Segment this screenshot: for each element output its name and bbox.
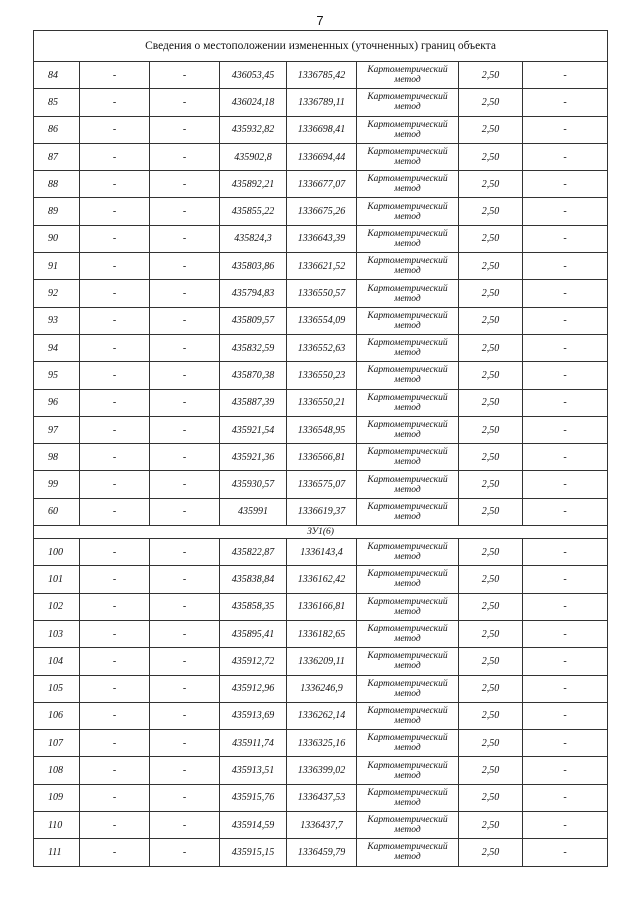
dash-cell: -: [80, 225, 150, 252]
accuracy-cell: 2,50: [459, 116, 523, 143]
method-cell: Картометрический метод: [357, 566, 459, 593]
dash-cell: -: [80, 702, 150, 729]
boundary-table: [33, 30, 608, 867]
dash-cell: -: [523, 498, 608, 525]
x-coordinate-cell: 435913,51: [220, 757, 287, 784]
y-coordinate-cell: 1336399,02: [287, 757, 357, 784]
table-row: [34, 416, 608, 443]
x-coordinate-cell: 435912,72: [220, 648, 287, 675]
x-coordinate-cell: 435902,8: [220, 143, 287, 170]
dash-cell: -: [150, 784, 220, 811]
dash-cell: -: [150, 198, 220, 225]
dash-cell: -: [80, 89, 150, 116]
dash-cell: -: [523, 89, 608, 116]
dash-cell: -: [523, 839, 608, 866]
y-coordinate-cell: 1336550,21: [287, 389, 357, 416]
point-number-cell: 89: [34, 198, 80, 225]
y-coordinate-cell: 1336621,52: [287, 253, 357, 280]
x-coordinate-cell: 435895,41: [220, 620, 287, 647]
table-row: [34, 471, 608, 498]
accuracy-cell: 2,50: [459, 389, 523, 416]
dash-cell: -: [150, 471, 220, 498]
method-cell: Картометрический метод: [357, 757, 459, 784]
table-row: [34, 89, 608, 116]
accuracy-cell: 2,50: [459, 812, 523, 839]
point-number-cell: 97: [34, 416, 80, 443]
point-number-cell: 100: [34, 539, 80, 566]
table-row: [34, 116, 608, 143]
accuracy-cell: 2,50: [459, 648, 523, 675]
method-cell: Картометрический метод: [357, 702, 459, 729]
accuracy-cell: 2,50: [459, 498, 523, 525]
dash-cell: -: [80, 416, 150, 443]
dash-cell: -: [150, 280, 220, 307]
dash-cell: -: [80, 362, 150, 389]
dash-cell: -: [523, 171, 608, 198]
method-cell: Картометрический метод: [357, 198, 459, 225]
dash-cell: -: [150, 253, 220, 280]
dash-cell: -: [80, 280, 150, 307]
method-cell: Картометрический метод: [357, 620, 459, 647]
accuracy-cell: 2,50: [459, 171, 523, 198]
method-cell: Картометрический метод: [357, 444, 459, 471]
method-cell: Картометрический метод: [357, 471, 459, 498]
method-cell: Картометрический метод: [357, 498, 459, 525]
accuracy-cell: 2,50: [459, 471, 523, 498]
point-number-cell: 90: [34, 225, 80, 252]
dash-cell: -: [80, 62, 150, 89]
accuracy-cell: 2,50: [459, 334, 523, 361]
dash-cell: -: [150, 171, 220, 198]
x-coordinate-cell: 435824,3: [220, 225, 287, 252]
dash-cell: -: [150, 539, 220, 566]
dash-cell: -: [80, 784, 150, 811]
accuracy-cell: 2,50: [459, 280, 523, 307]
dash-cell: -: [523, 253, 608, 280]
x-coordinate-cell: 435921,36: [220, 444, 287, 471]
point-number-cell: 103: [34, 620, 80, 647]
dash-cell: -: [80, 171, 150, 198]
x-coordinate-cell: 435991: [220, 498, 287, 525]
point-number-cell: 101: [34, 566, 80, 593]
method-cell: Картометрический метод: [357, 253, 459, 280]
dash-cell: -: [150, 812, 220, 839]
y-coordinate-cell: 1336209,11: [287, 648, 357, 675]
dash-cell: -: [150, 730, 220, 757]
point-number-cell: 99: [34, 471, 80, 498]
y-coordinate-cell: 1336459,79: [287, 839, 357, 866]
point-number-cell: 91: [34, 253, 80, 280]
dash-cell: -: [523, 198, 608, 225]
point-number-cell: 107: [34, 730, 80, 757]
table-row: [34, 675, 608, 702]
dash-cell: -: [150, 593, 220, 620]
dash-cell: -: [523, 702, 608, 729]
method-cell: Картометрический метод: [357, 362, 459, 389]
method-cell: Картометрический метод: [357, 675, 459, 702]
table-title: Сведения о местоположении измененных (уточненных) границ объекта: [34, 31, 608, 62]
accuracy-cell: 2,50: [459, 566, 523, 593]
dash-cell: -: [523, 225, 608, 252]
x-coordinate-cell: 435803,86: [220, 253, 287, 280]
dash-cell: -: [150, 620, 220, 647]
method-cell: Картометрический метод: [357, 89, 459, 116]
method-cell: Картометрический метод: [357, 648, 459, 675]
point-number-cell: 85: [34, 89, 80, 116]
dash-cell: -: [523, 730, 608, 757]
dash-cell: -: [150, 62, 220, 89]
dash-cell: -: [150, 89, 220, 116]
dash-cell: -: [150, 757, 220, 784]
method-cell: Картометрический метод: [357, 416, 459, 443]
point-number-cell: 111: [34, 839, 80, 866]
dash-cell: -: [523, 812, 608, 839]
y-coordinate-cell: 1336143,4: [287, 539, 357, 566]
dash-cell: -: [80, 198, 150, 225]
dash-cell: -: [523, 620, 608, 647]
point-number-cell: 109: [34, 784, 80, 811]
x-coordinate-cell: 435838,84: [220, 566, 287, 593]
point-number-cell: 94: [34, 334, 80, 361]
method-cell: Картометрический метод: [357, 307, 459, 334]
method-cell: Картометрический метод: [357, 839, 459, 866]
table-row: [34, 730, 608, 757]
dash-cell: -: [150, 416, 220, 443]
accuracy-cell: 2,50: [459, 89, 523, 116]
y-coordinate-cell: 1336550,23: [287, 362, 357, 389]
method-cell: Картометрический метод: [357, 225, 459, 252]
table-row: [34, 143, 608, 170]
dash-cell: -: [150, 839, 220, 866]
y-coordinate-cell: 1336182,65: [287, 620, 357, 647]
dash-cell: -: [150, 498, 220, 525]
table-row: [34, 648, 608, 675]
table-row: [34, 253, 608, 280]
dash-cell: -: [150, 143, 220, 170]
dash-cell: -: [80, 253, 150, 280]
dash-cell: -: [80, 757, 150, 784]
point-number-cell: 106: [34, 702, 80, 729]
point-number-cell: 102: [34, 593, 80, 620]
x-coordinate-cell: 435913,69: [220, 702, 287, 729]
dash-cell: -: [523, 416, 608, 443]
x-coordinate-cell: 435858,35: [220, 593, 287, 620]
y-coordinate-cell: 1336575,07: [287, 471, 357, 498]
dash-cell: -: [523, 648, 608, 675]
dash-cell: -: [523, 280, 608, 307]
y-coordinate-cell: 1336675,26: [287, 198, 357, 225]
point-number-cell: 60: [34, 498, 80, 525]
dash-cell: -: [523, 389, 608, 416]
table-row: [34, 784, 608, 811]
dash-cell: -: [150, 116, 220, 143]
method-cell: Картометрический метод: [357, 280, 459, 307]
accuracy-cell: 2,50: [459, 198, 523, 225]
dash-cell: -: [150, 566, 220, 593]
point-number-cell: 88: [34, 171, 80, 198]
dash-cell: -: [80, 471, 150, 498]
x-coordinate-cell: 435912,96: [220, 675, 287, 702]
x-coordinate-cell: 436053,45: [220, 62, 287, 89]
dash-cell: -: [523, 307, 608, 334]
dash-cell: -: [80, 334, 150, 361]
point-number-cell: 108: [34, 757, 80, 784]
x-coordinate-cell: 435930,57: [220, 471, 287, 498]
method-cell: Картометрический метод: [357, 171, 459, 198]
dash-cell: -: [523, 675, 608, 702]
accuracy-cell: 2,50: [459, 225, 523, 252]
table-title-row: [34, 31, 608, 62]
dash-cell: -: [80, 675, 150, 702]
method-cell: Картометрический метод: [357, 62, 459, 89]
point-number-cell: 96: [34, 389, 80, 416]
x-coordinate-cell: 435855,22: [220, 198, 287, 225]
y-coordinate-cell: 1336437,7: [287, 812, 357, 839]
x-coordinate-cell: 435870,38: [220, 362, 287, 389]
dash-cell: -: [150, 444, 220, 471]
dash-cell: -: [523, 62, 608, 89]
y-coordinate-cell: 1336550,57: [287, 280, 357, 307]
x-coordinate-cell: 436024,18: [220, 89, 287, 116]
dash-cell: -: [523, 539, 608, 566]
dash-cell: -: [150, 362, 220, 389]
table-row: [34, 198, 608, 225]
method-cell: Картометрический метод: [357, 593, 459, 620]
point-number-cell: 98: [34, 444, 80, 471]
method-cell: Картометрический метод: [357, 143, 459, 170]
accuracy-cell: 2,50: [459, 593, 523, 620]
table-row: [34, 757, 608, 784]
y-coordinate-cell: 1336246,9: [287, 675, 357, 702]
dash-cell: -: [80, 143, 150, 170]
accuracy-cell: 2,50: [459, 253, 523, 280]
dash-cell: -: [80, 593, 150, 620]
y-coordinate-cell: 1336789,11: [287, 89, 357, 116]
accuracy-cell: 2,50: [459, 143, 523, 170]
y-coordinate-cell: 1336677,07: [287, 171, 357, 198]
dash-cell: -: [523, 143, 608, 170]
dash-cell: -: [80, 116, 150, 143]
y-coordinate-cell: 1336325,16: [287, 730, 357, 757]
table-row: [34, 566, 608, 593]
table-row: [34, 593, 608, 620]
dash-cell: -: [80, 307, 150, 334]
accuracy-cell: 2,50: [459, 839, 523, 866]
dash-cell: -: [523, 784, 608, 811]
y-coordinate-cell: 1336643,39: [287, 225, 357, 252]
accuracy-cell: 2,50: [459, 416, 523, 443]
x-coordinate-cell: 435887,39: [220, 389, 287, 416]
dash-cell: -: [150, 307, 220, 334]
dash-cell: -: [523, 593, 608, 620]
dash-cell: -: [80, 539, 150, 566]
x-coordinate-cell: 435822,87: [220, 539, 287, 566]
dash-cell: -: [80, 444, 150, 471]
dash-cell: -: [523, 566, 608, 593]
dash-cell: -: [80, 648, 150, 675]
dash-cell: -: [150, 334, 220, 361]
accuracy-cell: 2,50: [459, 444, 523, 471]
x-coordinate-cell: 435915,15: [220, 839, 287, 866]
accuracy-cell: 2,50: [459, 757, 523, 784]
point-number-cell: 86: [34, 116, 80, 143]
point-number-cell: 93: [34, 307, 80, 334]
point-number-cell: 110: [34, 812, 80, 839]
y-coordinate-cell: 1336548,95: [287, 416, 357, 443]
accuracy-cell: 2,50: [459, 539, 523, 566]
method-cell: Картометрический метод: [357, 812, 459, 839]
x-coordinate-cell: 435915,76: [220, 784, 287, 811]
table-row: [34, 334, 608, 361]
dash-cell: -: [80, 566, 150, 593]
dash-cell: -: [80, 730, 150, 757]
section-label: ЗУ1(6): [34, 526, 608, 539]
section-row: [34, 526, 608, 539]
y-coordinate-cell: 1336566,81: [287, 444, 357, 471]
table-row: [34, 62, 608, 89]
dash-cell: -: [80, 620, 150, 647]
table-row: [34, 362, 608, 389]
dash-cell: -: [523, 444, 608, 471]
point-number-cell: 87: [34, 143, 80, 170]
method-cell: Картометрический метод: [357, 334, 459, 361]
method-cell: Картометрический метод: [357, 539, 459, 566]
dash-cell: -: [80, 389, 150, 416]
method-cell: Картометрический метод: [357, 784, 459, 811]
accuracy-cell: 2,50: [459, 307, 523, 334]
accuracy-cell: 2,50: [459, 675, 523, 702]
x-coordinate-cell: 435809,57: [220, 307, 287, 334]
table-row: [34, 839, 608, 866]
table-row: [34, 280, 608, 307]
dash-cell: -: [80, 498, 150, 525]
accuracy-cell: 2,50: [459, 362, 523, 389]
accuracy-cell: 2,50: [459, 784, 523, 811]
method-cell: Картометрический метод: [357, 116, 459, 143]
table-row: [34, 444, 608, 471]
point-number-cell: 92: [34, 280, 80, 307]
x-coordinate-cell: 435832,59: [220, 334, 287, 361]
table-row: [34, 307, 608, 334]
table-row: [34, 498, 608, 525]
accuracy-cell: 2,50: [459, 702, 523, 729]
dash-cell: -: [150, 675, 220, 702]
table-row: [34, 812, 608, 839]
dash-cell: -: [150, 648, 220, 675]
method-cell: Картометрический метод: [357, 389, 459, 416]
y-coordinate-cell: 1336694,44: [287, 143, 357, 170]
dash-cell: -: [150, 389, 220, 416]
x-coordinate-cell: 435914,59: [220, 812, 287, 839]
y-coordinate-cell: 1336698,41: [287, 116, 357, 143]
dash-cell: -: [523, 116, 608, 143]
accuracy-cell: 2,50: [459, 620, 523, 647]
y-coordinate-cell: 1336554,09: [287, 307, 357, 334]
accuracy-cell: 2,50: [459, 62, 523, 89]
x-coordinate-cell: 435921,54: [220, 416, 287, 443]
dash-cell: -: [523, 471, 608, 498]
dash-cell: -: [523, 362, 608, 389]
point-number-cell: 84: [34, 62, 80, 89]
dash-cell: -: [80, 839, 150, 866]
x-coordinate-cell: 435794,83: [220, 280, 287, 307]
y-coordinate-cell: 1336785,42: [287, 62, 357, 89]
dash-cell: -: [150, 225, 220, 252]
method-cell: Картометрический метод: [357, 730, 459, 757]
accuracy-cell: 2,50: [459, 730, 523, 757]
y-coordinate-cell: 1336262,14: [287, 702, 357, 729]
table-row: [34, 702, 608, 729]
x-coordinate-cell: 435892,21: [220, 171, 287, 198]
point-number-cell: 95: [34, 362, 80, 389]
x-coordinate-cell: 435911,74: [220, 730, 287, 757]
y-coordinate-cell: 1336552,63: [287, 334, 357, 361]
dash-cell: -: [523, 757, 608, 784]
table-row: [34, 620, 608, 647]
table-row: [34, 539, 608, 566]
table-row: [34, 171, 608, 198]
point-number-cell: 104: [34, 648, 80, 675]
x-coordinate-cell: 435932,82: [220, 116, 287, 143]
dash-cell: -: [523, 334, 608, 361]
page-number: 7: [316, 13, 324, 28]
y-coordinate-cell: 1336619,37: [287, 498, 357, 525]
y-coordinate-cell: 1336162,42: [287, 566, 357, 593]
point-number-cell: 105: [34, 675, 80, 702]
table-row: [34, 389, 608, 416]
dash-cell: -: [80, 812, 150, 839]
y-coordinate-cell: 1336437,53: [287, 784, 357, 811]
table-row: [34, 225, 608, 252]
dash-cell: -: [150, 702, 220, 729]
y-coordinate-cell: 1336166,81: [287, 593, 357, 620]
